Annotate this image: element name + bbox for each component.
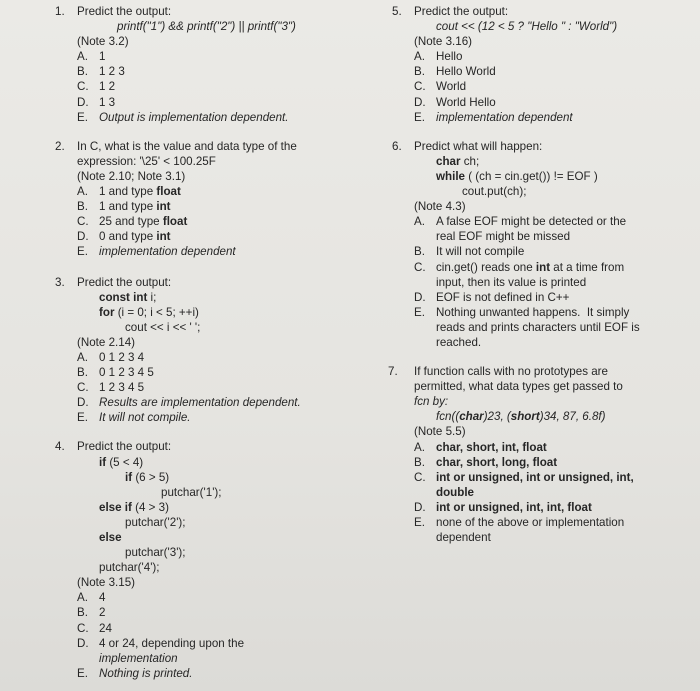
option-text: 24 — [99, 621, 112, 635]
option-letter: A. — [77, 50, 88, 64]
option-keyword: float — [156, 185, 181, 199]
option-text: 4 or 24, depending upon the — [99, 636, 245, 650]
question-stem-line1: If function calls with no prototypes are — [414, 365, 608, 379]
option-text: 1 2 3 4 5 — [99, 381, 145, 395]
question-stem-line3: fcn by: — [414, 395, 449, 409]
option-letter: A. — [77, 591, 88, 605]
option-text: EOF is not defined in C++ — [436, 290, 570, 304]
option-a[interactable] — [414, 49, 692, 64]
option-text: It will not compile — [436, 245, 525, 259]
option-text-line2: real EOF might be missed — [436, 230, 571, 244]
note-reference: (Note 5.5) — [414, 425, 466, 439]
question-stem-line1: In C, what is the value and data type of the — [77, 139, 297, 153]
option-text: 0 1 2 3 4 — [99, 350, 145, 364]
option-c[interactable] — [414, 79, 692, 94]
option-text-line2: input, then its value is printed — [436, 275, 587, 289]
code-line — [77, 470, 355, 485]
option-b[interactable] — [77, 199, 355, 214]
option-letter: B. — [77, 200, 88, 214]
option-letter: E. — [77, 110, 88, 124]
option-letter: E. — [414, 110, 425, 124]
option-letter: A. — [77, 185, 88, 199]
code-text: (6 > 5) — [132, 470, 170, 484]
option-keyword: int — [535, 260, 551, 274]
question-number: 1. — [55, 5, 65, 18]
option-text: at a time from — [550, 260, 625, 274]
question-6 — [392, 139, 692, 350]
option-letter: D. — [77, 230, 89, 244]
option-letter: D. — [414, 500, 426, 514]
question-number: 3. — [55, 275, 65, 289]
code-text: (4 > 3) — [131, 500, 169, 514]
option-text: cin.get() reads one — [436, 260, 536, 274]
option-letter: A. — [414, 50, 425, 64]
option-letter: B. — [77, 606, 88, 620]
option-letter: A. — [414, 440, 425, 454]
code-keyword: if — [125, 470, 133, 484]
option-text: int or unsigned, int, int, float — [436, 500, 592, 514]
option-letter: D. — [77, 396, 89, 410]
option-d[interactable] — [414, 290, 692, 305]
code-text: (i = 0; i < 5; ++i) — [114, 305, 199, 319]
option-letter: C. — [77, 215, 89, 229]
option-c[interactable] — [77, 380, 355, 395]
option-c[interactable] — [77, 214, 355, 229]
option-d-continued — [77, 651, 355, 666]
option-text-line2: dependent — [436, 531, 491, 545]
option-letter: A. — [77, 350, 88, 364]
option-d[interactable] — [414, 500, 692, 515]
option-text-line1 — [436, 260, 692, 275]
option-letter: D. — [414, 95, 426, 109]
option-e[interactable] — [414, 515, 692, 545]
option-keyword: int — [156, 230, 171, 244]
option-text-line1: none of the above or implementation — [436, 516, 625, 529]
option-text: implementation dependent — [99, 245, 236, 259]
option-letter: C. — [414, 260, 426, 274]
option-b[interactable] — [414, 455, 692, 470]
option-text: implementation — [99, 651, 178, 665]
code-keyword: char — [436, 154, 461, 168]
option-text-line1: A false EOF might be detected or the — [436, 215, 627, 229]
code-line: cout << i << ' '; — [125, 320, 201, 334]
option-a[interactable] — [77, 184, 355, 199]
option-c[interactable] — [77, 79, 355, 94]
option-c[interactable] — [414, 470, 692, 500]
option-a[interactable] — [77, 350, 355, 365]
option-a[interactable] — [414, 440, 692, 455]
option-keyword: float — [162, 215, 188, 229]
code-line — [414, 154, 692, 169]
question-stem: Predict the output: — [77, 440, 172, 454]
option-text: Results are implementation dependent. — [99, 396, 301, 410]
code-keyword: char — [459, 410, 484, 424]
code-line — [414, 409, 692, 424]
code-keyword: const int — [99, 290, 148, 304]
option-a[interactable] — [414, 214, 692, 244]
option-text: 1 — [99, 50, 106, 64]
code-line — [77, 305, 355, 320]
option-letter: E. — [414, 305, 425, 319]
code-text: )34, 87, 6.8f) — [539, 410, 606, 424]
option-letter: D. — [77, 636, 89, 650]
option-b[interactable] — [414, 64, 692, 79]
option-a[interactable] — [77, 590, 355, 605]
option-letter: D. — [77, 95, 89, 109]
option-text: 0 and type — [99, 230, 157, 244]
option-letter: B. — [414, 455, 425, 469]
option-letter: E. — [77, 666, 88, 680]
option-letter: B. — [77, 65, 88, 79]
question-1 — [55, 4, 355, 125]
option-d[interactable] — [414, 95, 692, 110]
option-text: 1 3 — [99, 95, 116, 109]
option-e[interactable] — [414, 305, 686, 350]
option-text: 0 1 2 3 4 5 — [99, 366, 154, 380]
code-text: (5 < 4) — [106, 455, 144, 469]
option-letter: A. — [414, 215, 425, 229]
option-text: It will not compile. — [99, 411, 191, 425]
question-stem: Predict what will happen: — [414, 139, 543, 153]
code-line: putchar('1'); — [161, 485, 222, 499]
option-letter: B. — [414, 245, 425, 259]
option-text: 25 and type — [99, 215, 163, 229]
option-text: World — [436, 80, 467, 94]
option-text: Output is implementation dependent. — [99, 110, 289, 124]
option-e[interactable] — [77, 666, 355, 681]
option-text: implementation dependent — [436, 110, 573, 124]
option-b[interactable] — [77, 365, 355, 380]
question-7 — [388, 364, 692, 545]
note-reference: (Note 4.3) — [414, 200, 466, 214]
question-number: 7. — [388, 365, 398, 379]
question-stem: Predict the output: — [77, 5, 172, 18]
question-stem: Predict the output: — [414, 5, 509, 18]
code-keyword-line: else — [99, 531, 122, 544]
note-reference: (Note 3.16) — [414, 35, 472, 49]
option-text: 1 and type — [99, 185, 157, 199]
option-text: char, short, long, float — [436, 455, 558, 469]
option-text-line2: double — [436, 485, 474, 499]
option-text: Nothing is printed. — [99, 666, 193, 680]
option-e[interactable] — [77, 244, 355, 259]
option-letter: B. — [77, 366, 88, 380]
code-line: putchar('4'); — [99, 561, 160, 575]
left-column — [55, 4, 355, 681]
option-text-line2: reads and prints characters until EOF is — [436, 320, 640, 334]
code-line: cout.put(ch); — [462, 185, 527, 199]
option-text: World Hello — [436, 95, 496, 109]
option-letter: C. — [414, 80, 426, 94]
question-3 — [55, 275, 355, 426]
option-text-line1: int or unsigned, int or unsigned, int, — [436, 470, 634, 484]
option-d[interactable] — [77, 229, 355, 244]
question-4 — [55, 439, 355, 681]
question-number: 6. — [392, 139, 402, 153]
option-text-line3: reached. — [436, 335, 482, 349]
note-reference: (Note 2.14) — [77, 335, 135, 349]
code-text: ( (ch = cin.get()) != EOF ) — [465, 169, 598, 183]
option-text: Hello — [436, 50, 463, 64]
option-text: Hello World — [436, 65, 496, 79]
right-column — [388, 4, 692, 545]
option-text: 2 — [99, 606, 106, 620]
option-keyword: int — [156, 200, 171, 214]
code-line — [414, 169, 692, 184]
option-text: 4 — [99, 591, 106, 605]
code-keyword: if — [99, 455, 107, 469]
option-d[interactable] — [77, 395, 355, 410]
option-letter: D. — [414, 290, 426, 304]
code-text: ch; — [460, 154, 480, 168]
option-text-line1: Nothing unwanted happens. It simply — [436, 305, 630, 319]
option-letter: E. — [77, 245, 88, 259]
code-line: cout << (12 < 5 ? "Hello " : "World") — [436, 20, 618, 34]
code-keyword: short — [510, 410, 540, 424]
option-text: 1 2 — [99, 80, 116, 94]
code-keyword: for — [99, 305, 115, 319]
question-number: 4. — [55, 440, 65, 454]
option-letter: C. — [77, 381, 89, 395]
code-text: fcn(( — [436, 410, 460, 424]
option-letter: E. — [414, 516, 425, 529]
option-b[interactable] — [77, 64, 355, 79]
option-e[interactable] — [414, 110, 692, 125]
option-letter: C. — [77, 80, 89, 94]
code-keyword: while — [436, 169, 465, 183]
option-e[interactable] — [77, 410, 355, 425]
code-keyword: else if — [99, 500, 132, 514]
option-c[interactable] — [77, 621, 355, 636]
question-stem-line2: expression: '\25' < 100.25F — [77, 154, 216, 168]
option-text: 1 2 3 — [99, 65, 125, 79]
option-a[interactable] — [77, 49, 355, 64]
code-line: printf("1") && printf("2") || printf("3") — [117, 20, 296, 34]
code-text: i; — [147, 290, 157, 304]
option-d[interactable] — [77, 636, 355, 651]
code-line — [77, 455, 355, 470]
question-number: 2. — [55, 139, 65, 153]
code-line — [77, 290, 355, 305]
option-b[interactable] — [77, 605, 355, 620]
option-text: 1 and type — [99, 200, 157, 214]
option-c[interactable] — [414, 260, 692, 290]
option-b[interactable] — [414, 244, 692, 259]
question-2 — [55, 139, 355, 260]
question-stem: Predict the output: — [77, 275, 172, 289]
option-letter: C. — [414, 470, 426, 484]
code-text: )23, ( — [483, 410, 511, 424]
option-letter: C. — [77, 621, 89, 635]
note-reference: (Note 3.15) — [77, 576, 135, 590]
option-letter: E. — [77, 411, 88, 425]
option-e[interactable] — [77, 110, 355, 125]
question-stem-line2: permitted, what data types get passed to — [414, 380, 623, 394]
note-reference: (Note 3.2) — [77, 35, 129, 49]
code-line: putchar('3'); — [125, 546, 186, 560]
code-line: putchar('2'); — [125, 515, 186, 529]
question-5 — [392, 4, 692, 125]
note-reference: (Note 2.10; Note 3.1) — [77, 169, 186, 183]
code-line — [77, 500, 355, 515]
option-text: char, short, int, float — [436, 440, 547, 454]
option-d[interactable] — [77, 95, 355, 110]
question-number: 5. — [392, 5, 402, 18]
option-letter: B. — [414, 65, 425, 79]
